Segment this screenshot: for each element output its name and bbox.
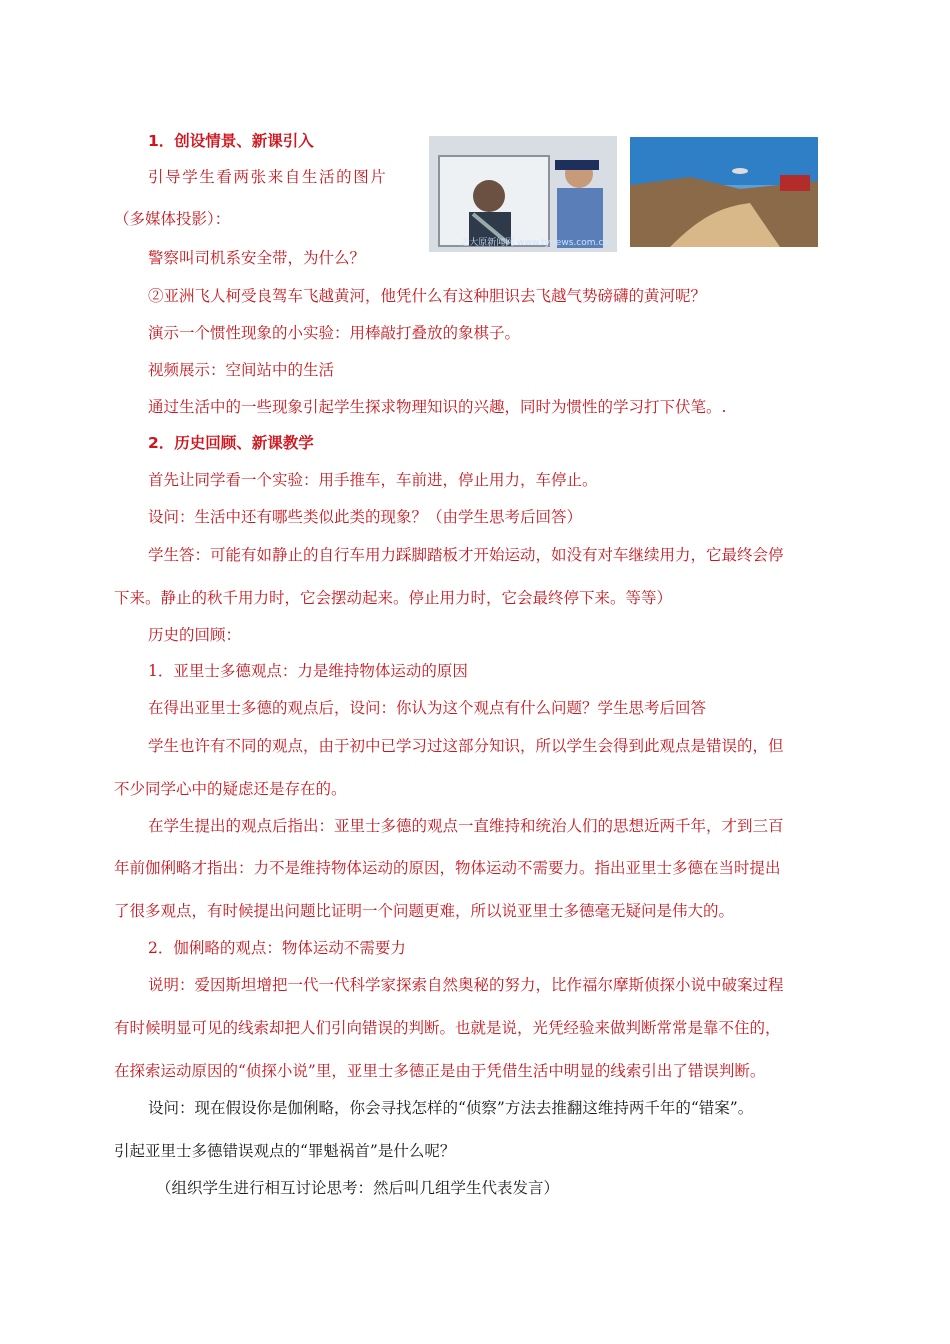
question-seatbelt: 警察叫司机系安全带，为什么？ [148,249,366,267]
yellow-river-illustration [630,137,818,247]
aristotle-para1-b: 不少同学心中的疑虑还是存在的。 [114,780,347,798]
aristotle-para2-a: 在学生提出的观点后指出：亚里士多德的观点一直维持和统治人们的思想近两千年，才到三百 [148,817,784,835]
section1-title: 1．创设情景、新课引入 [148,132,314,150]
seatbelt-photo [429,136,617,252]
galileo-para-a: 说明：爱因斯坦增把一代一代科学家探索自然奥秘的努力，比作福尔摩斯侦探小说中破案过程 [148,976,784,994]
intro-text-b: （多媒体投影）： [114,210,231,228]
organize-discussion: （组织学生进行相互讨论思考：然后叫几组学生代表发言） [156,1179,560,1197]
aristotle-para1-a: 学生也许有不同的观点，由于初中已学习过这部分知识，所以学生会得到此观点是错误的，但 [148,737,784,755]
aristotle-title: 1．亚里士多德观点：力是维持物体运动的原因 [148,662,468,680]
intro-text-a: 引导学生看两张来自生活的图片 [148,168,388,186]
aristotle-para2-c: 了很多观点，有时候提出问题比证明一个问题更难，所以说亚里士多德毫无疑问是伟大的。 [114,902,735,920]
section2-title: 2．历史回顾、新课教学 [148,434,314,452]
answer-text-2: 下来。静止的秋千用力时，它会摆动起来。停止用力时，它会最终停下来。等等） [114,589,673,607]
aristotle-para2-b: 年前伽俐略才指出：力不是维持物体运动的原因，物体运动不需要力。指出亚里士多德在当时提出 [114,859,781,877]
aristotle-ask: 在得出亚里士多德的观点后，设问：你认为这个观点有什么问题？学生思考后回答 [148,699,707,717]
galileo-para-c: 在探索运动原因的“侦探小说”里，亚里士多德正是由于凭借生活中明显的线索引出了错误判断。 [114,1062,766,1080]
galileo-ask-2: 引起亚里士多德错误观点的“罪魁祸首”是什么呢？ [114,1142,456,1160]
yellow-river-photo [630,137,818,247]
answer-text-1: 学生答：可能有如静止的自行车用力踩脚踏板才开始运动，如没有对车继续用力，它最终会停 [148,546,784,564]
galileo-ask-1: 设问：现在假设你是伽俐略，你会寻找怎样的“侦察”方法去推翻这维持两千年的“错案”。 [148,1099,754,1117]
history-review: 历史的回顾： [148,626,242,644]
photo-watermark: 之大原新闻网 www.tynews.com.cn [460,238,609,248]
galileo-title: 2．伽俐略的观点：物体运动不需要力 [148,939,406,957]
experiment-text: 首先让同学看一个实验：用手推车，车前进，停止用力，车停止。 [148,471,598,489]
demo-text: 演示一个惯性现象的小实验：用棒敲打叠放的象棋子。 [148,324,521,342]
ask-text: 设问：生活中还有哪些类似此类的现象？（由学生思考后回答） [148,508,583,526]
summary-text: 通过生活中的一些现象引起学生探求物理知识的兴趣，同时为惯性的学习打下伏笔。. [148,398,727,416]
video-text: 视频展示：空间站中的生活 [148,361,335,379]
galileo-para-b: 有时候明显可见的线索却把人们引向错误的判断。也就是说，光凭经验来做判断常常是靠不住的， [114,1019,781,1037]
question-yellow-river: ②亚洲飞人柯受良驾车飞越黄河，他凭什么有这种胆识去飞越气势磅礴的黄河呢？ [148,287,707,305]
